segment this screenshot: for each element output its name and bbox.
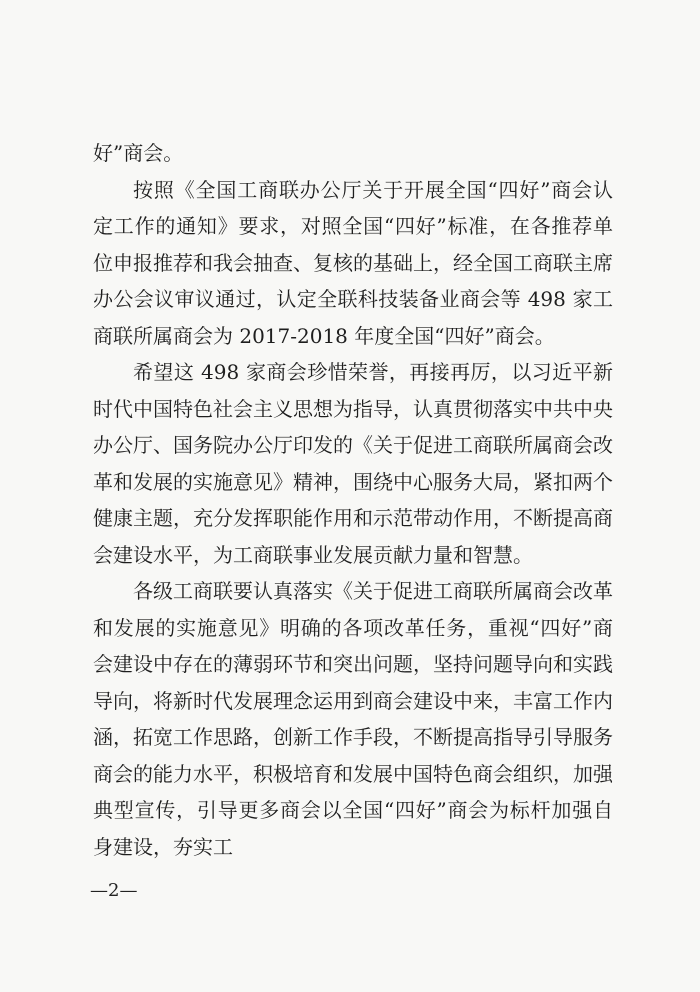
- body-text: [93, 135, 613, 865]
- paragraph-requirements: 各级工商联要认真落实《关于促进工商联所属商会改革和发展的实施意见》明确的各项改革任务，重视“四好”商会建设中存在的薄弱环节和突出问题，坚持问题导向和实践导向，将新时代发展理念运用到商会建设中来，丰富工作内涵，拓宽工作思路，创新工作手段，不断提高指导引导服务商会的能力水平，积极培育和发展中国特色商会组织，加强典型宣传，引导更多商会以全国“四好”商会为标杆加强自身建设，夯实工: [93, 579, 613, 859]
- paragraph-hope: 希望这 498 家商会珍惜荣誉，再接再厉，以习近平新时代中国特色社会主义思想为指导，认真贯彻落实中共中央办公厅、国务院办公厅印发的《关于促进工商联所属商会改革和发展的实施意见》精神，围绕中心服务大局，紧扣两个健康主题，充分发挥职能作用和示范带动作用，不断提高商会建设水平，为工商联事业发展贡献力量和智慧。: [93, 360, 613, 567]
- paragraph-continuation: 好”商会。: [93, 141, 184, 165]
- page-number: —2—: [90, 880, 138, 901]
- paragraph-recognition-basis: 按照《全国工商联办公厅关于开展全国“四好”商会认定工作的通知》要求，对照全国“四好”标准，在各推荐单位申报推荐和我会抽查、复核的基础上，经全国工商联主席办公会议审议通过，认定全联科技装备业商会等 498 家工商联所属商会为 2017-2018 年度全国“四好”商会。: [93, 177, 613, 348]
